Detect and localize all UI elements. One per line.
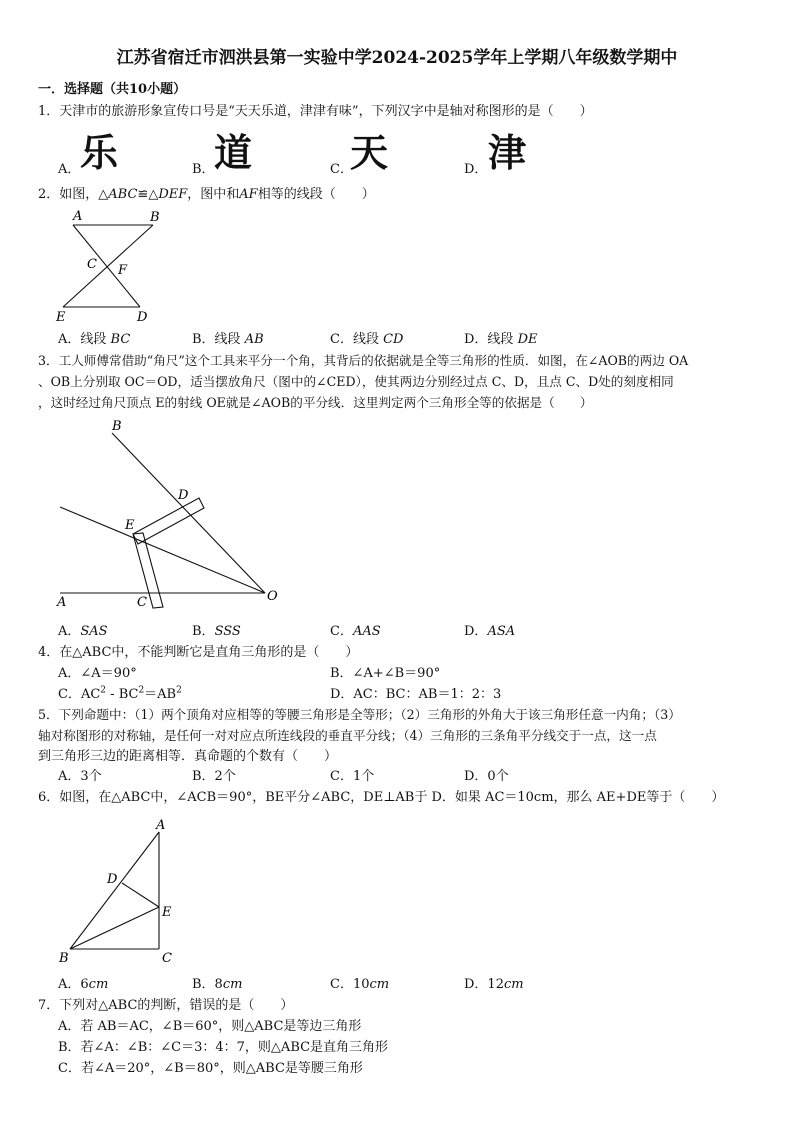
q3-option-a: A．SAS (58, 624, 108, 639)
section-heading: 一．选择题（共10小题） (38, 82, 187, 97)
q6-label-e: E (162, 905, 172, 920)
q3-label-o: O (267, 589, 278, 604)
q7-option-a: A．若 AB＝AC，∠B＝60°，则△ABC是等边三角形 (58, 1019, 362, 1034)
q2-label-d: D (137, 310, 148, 325)
q6-stem: 6．如图，在△ABC中，∠ACB＝90°，BE平分∠ABC，DE⊥AB于 D．如果 AC＝10cm，那么 AE+DE等于（ ） (38, 790, 725, 805)
q1-option-a: A． (58, 162, 81, 177)
q6-label-b: B (59, 951, 69, 966)
q5-option-d: D．0个 (464, 769, 509, 784)
q1-char-a: 乐 (80, 131, 119, 175)
q1-char-c: 天 (350, 131, 389, 175)
q2-stem: 2．如图，△ABC≌△DEF，图中和AF相等的线段（ ） (38, 187, 375, 202)
q3-label-d: D (178, 488, 189, 503)
q4-stem: 4．在△ABC中，不能判断它是直角三角形的是（ ） (38, 645, 359, 660)
q5-line-1: 5．下列命题中：（1）两个顶角对应相等的等腰三角形是全等形；（2）三角形的外角大于该三角形任意一内角；（3） (38, 707, 681, 722)
q3-label-c: C (137, 595, 147, 610)
q6-option-d: D．12cm (464, 977, 524, 992)
q6-option-c: C．10cm (330, 977, 390, 992)
q3-line-2: 、OB上分别取 OC＝OD，适当摆放角尺（图中的∠CED），使其两边分别经过点 C、D，且点 C、D处的刻度相同 (38, 374, 674, 389)
q3-line-1: 3．工人师傅常借助“角尺”这个工具来平分一个角，其背后的依据就是全等三角形的性质．如图，在∠AOB的两边 OA (38, 353, 689, 368)
q1-option-b: B． (192, 162, 215, 177)
q5-option-b: B．2个 (192, 769, 236, 784)
q3-label-b: B (112, 419, 122, 434)
q2-label-c: C (87, 257, 97, 272)
q3-option-c: C．AAS (330, 624, 381, 639)
q5-line-2: 轴对称图形的对称轴，是任何一对对应点所连线段的垂直平分线；（4）三角形的三条角平分线交于一点，这一点 (38, 728, 657, 743)
q1-char-d: 津 (488, 131, 527, 175)
q1-option-c: C． (330, 162, 353, 177)
q6-option-a: A．6cm (58, 977, 109, 992)
q2-label-e: E (56, 310, 66, 325)
q6-label-c: C (162, 951, 172, 966)
q3-option-b: B．SSS (192, 624, 241, 639)
q7-option-b: B．若∠A：∠B：∠C＝3：4：7，则△ABC是直角三角形 (58, 1040, 389, 1055)
q1-stem: 1．天津市的旅游形象宣传口号是“天天乐道，津津有味”，下列汉字中是轴对称图形的是（ ） (38, 104, 593, 119)
page-title: 江苏省宿迁市泗洪县第一实验中学2024-2025学年上学期八年级数学期中 (116, 48, 678, 68)
q7-stem: 7．下列对△ABC的判断，错误的是（ ） (38, 998, 294, 1013)
q2-label-b: B (150, 210, 160, 225)
q4-option-c: C．$AC^2 - BC^2=AB^2$ (58, 685, 182, 702)
q2-option-a: A．线段 BC (58, 332, 131, 347)
q4-option-b: B．∠A+∠B＝90° (330, 666, 441, 681)
q5-option-a: A．3个 (58, 769, 102, 784)
q5-line-3: 到三角形三边的距离相等．真命题的个数有（ ） (38, 749, 338, 764)
q6-label-a: A (156, 818, 166, 833)
q6-option-b: B．8cm (192, 977, 243, 992)
q6-label-d: D (107, 872, 118, 887)
q2-label-f: F (118, 263, 128, 278)
q2-option-d: D．线段 DE (464, 332, 538, 347)
q3-line-3: ，这时经过角尺顶点 E的射线 OE就是∠AOB的平分线．这里判定两个三角形全等的依据是（ ） (38, 395, 593, 410)
q5-option-c: C．1个 (330, 769, 375, 784)
q4-option-d: D．AC：BC：AB＝1：2：3 (330, 687, 502, 702)
q3-label-a: A (57, 595, 67, 610)
q3-option-d: D．ASA (464, 624, 516, 639)
q7-option-c: C．若∠A＝20°，∠B＝80°，则△ABC是等腰三角形 (58, 1061, 363, 1076)
q3-label-e: E (125, 518, 135, 533)
q4-option-a: A．∠A＝90° (58, 666, 137, 681)
q2-option-b: B．线段 AB (192, 332, 264, 347)
q2-label-a: A (73, 209, 83, 224)
q2-option-c: C．线段 CD (330, 332, 404, 347)
q1-option-d: D． (464, 162, 488, 177)
q1-char-b: 道 (214, 131, 253, 175)
